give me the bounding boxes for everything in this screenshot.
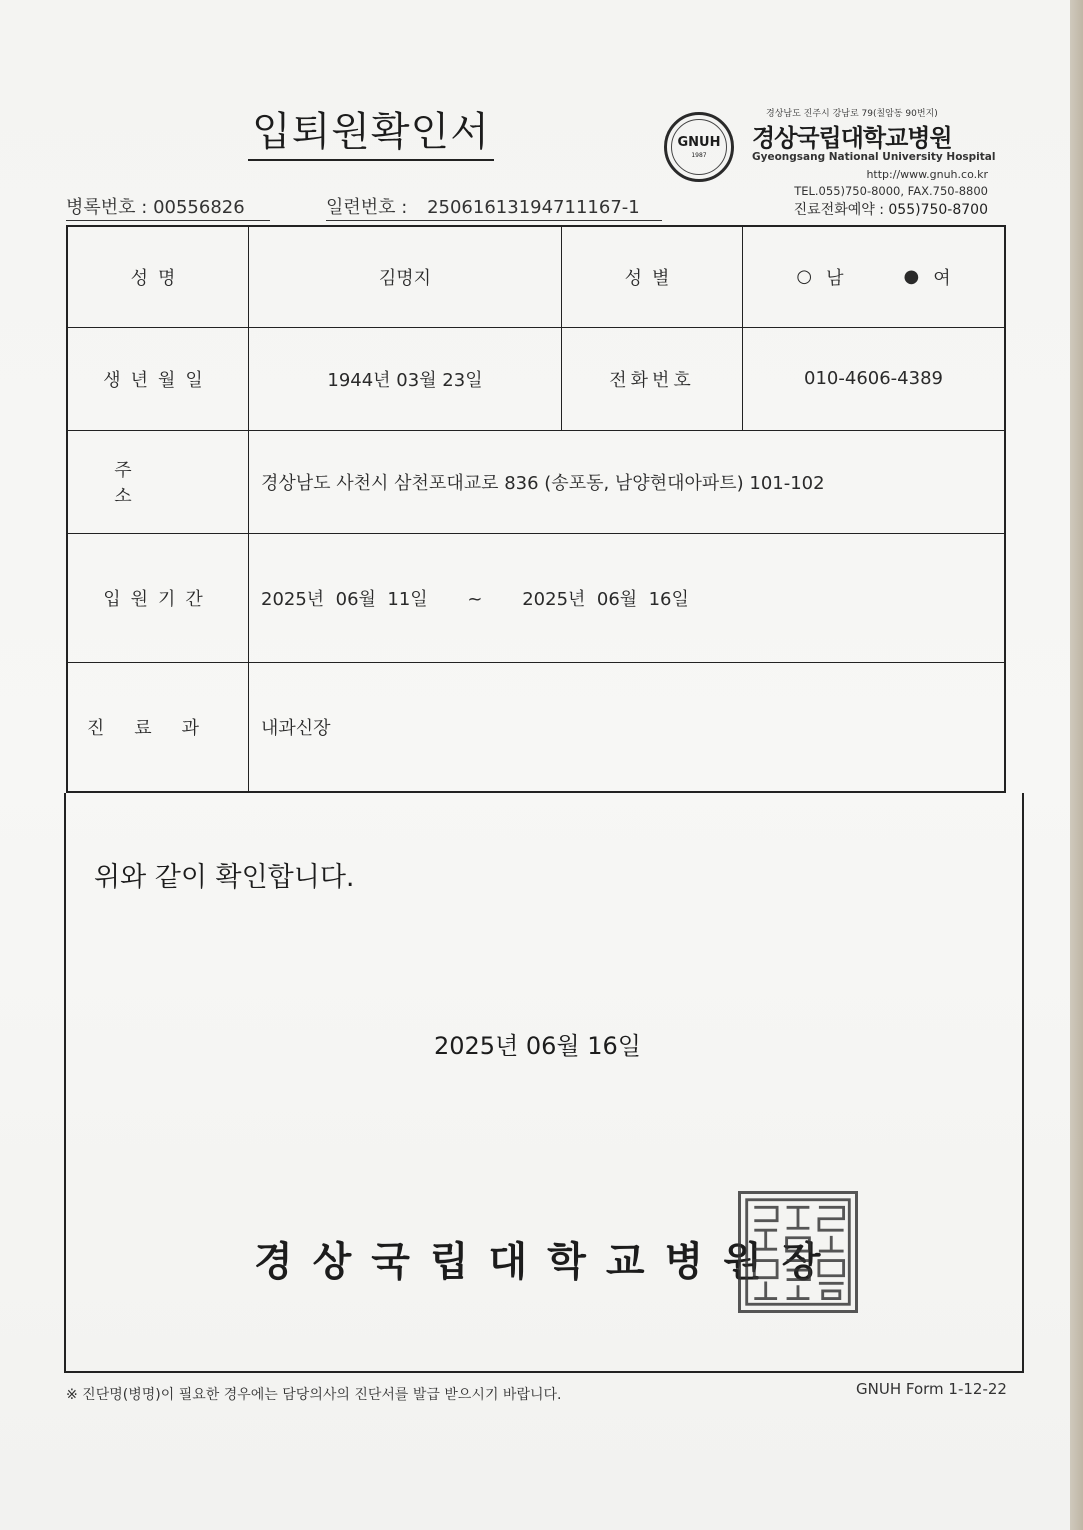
phone-number: 010-4606-4389	[743, 327, 1006, 430]
dept-label: 진료과	[67, 662, 249, 792]
birth-label: 생년월일	[67, 327, 249, 430]
table-row	[67, 662, 1005, 792]
period-start: 2025년 06월 11일	[261, 588, 428, 610]
hospital-url: http://www.gnuh.co.kr	[866, 168, 988, 181]
footer-note: ※ 진단명(병명)이 필요한 경우에는 담당의사의 진단서를 발급 받으시기 바랍니다.	[66, 1387, 562, 1403]
table-row	[67, 533, 1005, 662]
chart-number-value: 00556826	[153, 197, 245, 218]
hospital-tel: TEL.055)750-8000, FAX.750-8800	[794, 184, 988, 198]
sex-label: 성별	[562, 226, 743, 327]
hospital-name: 경상국립대학교병원	[752, 124, 952, 152]
table-row	[67, 327, 1005, 430]
serial-number	[326, 193, 662, 221]
serial-number-value: 25061613194711167-1	[427, 197, 640, 218]
table-row	[67, 430, 1005, 533]
hospital-reservation: 진료전화예약 : 055)750-8700	[793, 202, 988, 218]
table-row	[67, 226, 1005, 327]
birth-date: 1944년 03월 23일	[249, 327, 562, 430]
serial-number-label: 일련번호 :	[326, 197, 408, 218]
hospital-logo	[664, 112, 734, 182]
form-number: GNUH Form 1-12-22	[856, 1380, 1007, 1398]
hospital-name-english: Gyeongsang National University Hospital	[752, 151, 996, 163]
sex-male-label: 남	[826, 267, 844, 289]
hospital-address: 경상남도 진주시 강남로 79(칠암동 90번지)	[766, 109, 938, 119]
chart-number	[66, 193, 270, 221]
radio-filled-icon: ●	[903, 266, 920, 288]
phone-label: 전화번호	[562, 327, 743, 430]
sex-field	[743, 226, 1006, 327]
sex-male-option	[796, 264, 843, 290]
patient-name: 김명지	[249, 226, 562, 327]
issuer-name: 경상국립대학교병원장	[254, 1239, 841, 1285]
logo-text: GNUH	[677, 135, 721, 150]
period-end: 2025년 06월 16일	[522, 588, 689, 610]
confirmation-text: 위와 같이 확인합니다.	[94, 862, 355, 893]
sex-female-label: 여	[933, 267, 951, 289]
admission-period	[249, 533, 1006, 662]
period-separator: ~	[467, 588, 483, 610]
logo-year: 1987	[691, 152, 707, 159]
patient-address: 경상남도 사천시 삼천포대교로 836 (송포동, 남양현대아파트) 101-102	[249, 430, 1006, 533]
name-label: 성명	[67, 226, 249, 327]
radio-empty-icon: ○	[796, 266, 813, 288]
sex-female-option	[904, 264, 951, 290]
paper-edge	[1070, 0, 1083, 1530]
chart-number-label: 병록번호 :	[66, 197, 148, 218]
patient-info-table	[66, 225, 1006, 793]
period-label: 입원기간	[67, 533, 249, 662]
department: 내과신장	[249, 662, 1006, 792]
official-seal-icon	[738, 1191, 858, 1313]
address-label: 주소	[67, 430, 249, 533]
hospital-header	[662, 106, 996, 218]
document-title: 입퇴원확인서	[248, 100, 494, 161]
issue-date: 2025년 06월 16일	[434, 1032, 641, 1060]
